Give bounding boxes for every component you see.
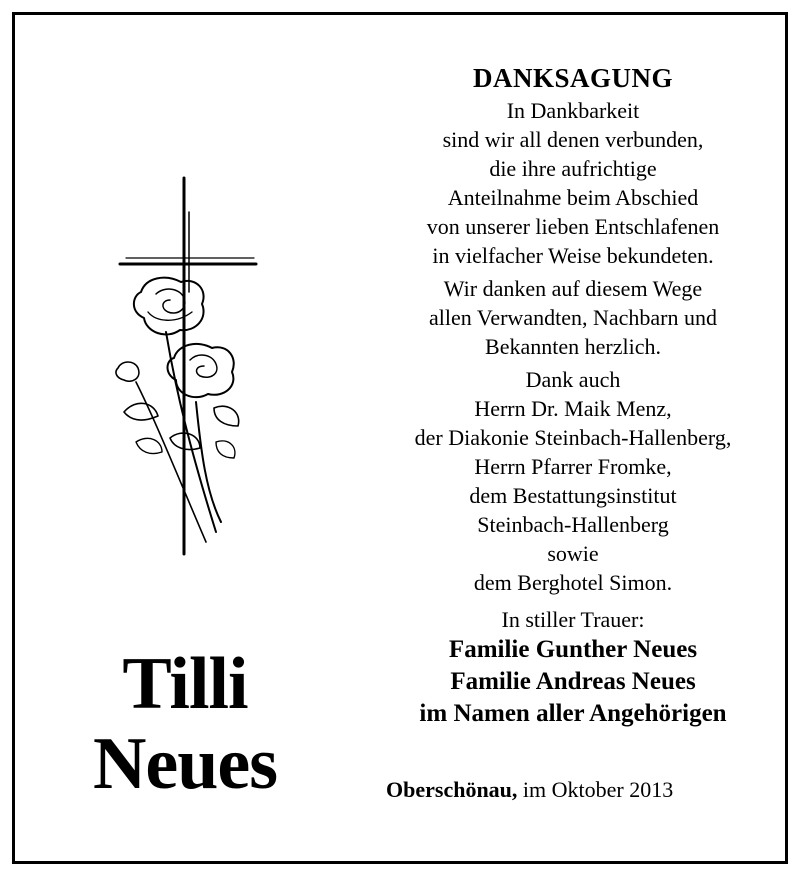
place-name: Oberschönau, — [386, 777, 518, 802]
cross-with-roses-icon — [96, 172, 266, 562]
thanks-paragraph — [390, 274, 756, 361]
family-line: im Namen aller Angehörigen — [419, 700, 727, 727]
gratitude-paragraph — [390, 96, 756, 270]
text-line: Wir danken auf diesem Wege — [443, 276, 703, 301]
notice-heading: DANKSAGUNG — [472, 63, 673, 93]
text-line: In Dankbarkeit — [506, 98, 640, 123]
place-and-date — [386, 775, 726, 804]
text-line: die ihre aufrichtige — [489, 156, 657, 181]
text-line: von unserer lieben Entschlafenen — [426, 214, 720, 239]
text-line: Herrn Pfarrer Fromke, — [474, 454, 672, 479]
mourning-intro: In stiller Trauer: — [501, 607, 645, 632]
text-line: Anteilnahme beim Abschied — [447, 185, 699, 210]
text-line: Herrn Dr. Maik Menz, — [474, 396, 672, 421]
text-line: dem Bestattungsinstitut — [469, 483, 677, 508]
notice-date: im Oktober 2013 — [522, 777, 674, 802]
text-line: dem Berghotel Simon. — [473, 570, 673, 595]
text-line: sind wir all denen verbunden, — [442, 127, 704, 152]
text-line: Bekannten herzlich. — [485, 334, 661, 359]
text-line: der Diakonie Steinbach-Hallenberg, — [414, 425, 732, 450]
text-line: Steinbach-Hallenberg — [477, 512, 669, 537]
text-line: sowie — [547, 541, 599, 566]
family-line: Familie Andreas Neues — [450, 668, 696, 695]
family-signatures — [390, 634, 756, 730]
text-line: in vielfacher Weise bekundeten. — [432, 243, 714, 268]
text-line: allen Verwandten, Nachbarn und — [429, 305, 717, 330]
notice-text-column — [390, 62, 756, 730]
deceased-last-name: Neues — [92, 723, 278, 805]
family-line: Familie Gunther Neues — [448, 636, 698, 663]
text-line: Dank auch — [525, 367, 621, 392]
deceased-first-name: Tilli — [122, 643, 248, 725]
special-thanks-paragraph — [390, 365, 756, 597]
